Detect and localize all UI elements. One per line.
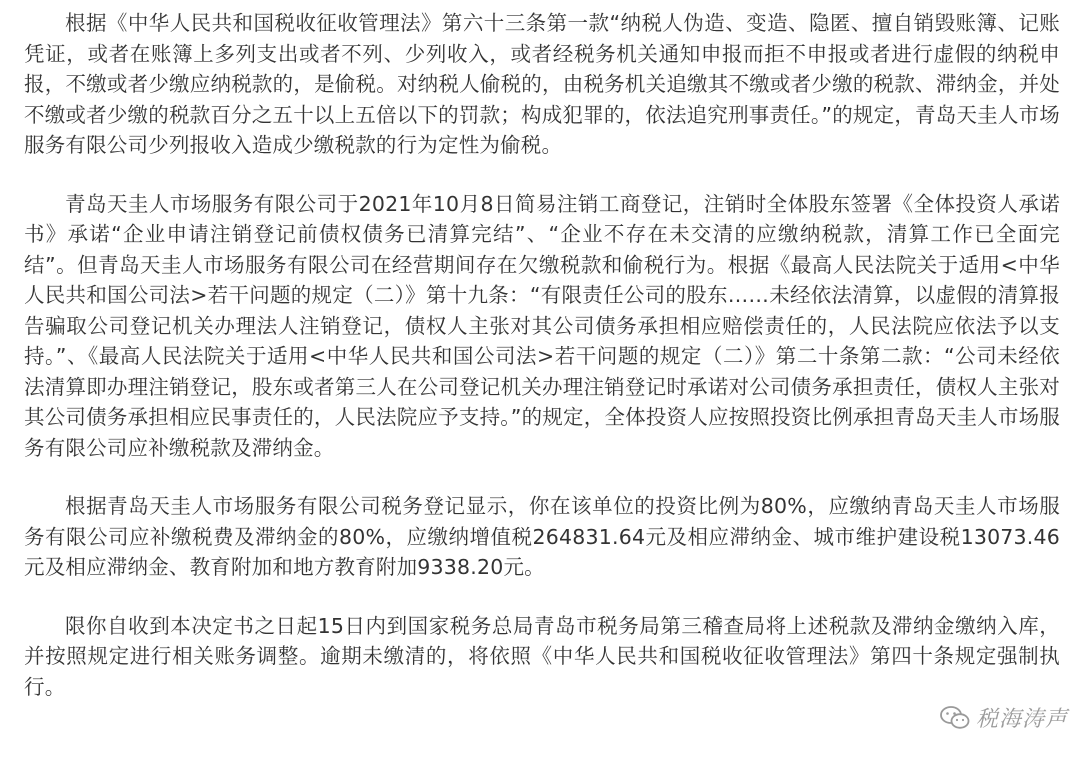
wechat-icon [940, 705, 970, 731]
paragraph-shareholder-liability: 青岛天圭人市场服务有限公司于2021年10月8日简易注销工商登记，注销时全体股东签署《全体投资人承诺书》承诺“企业申请注销登记前债权债务已清算完结”、“企业不存在未交清的应缴纳税款，清算工作已全面完结”。但青岛天圭人市场服务有限公司在经营期间存在欠缴税款和偷税行为。根据《最高人民法院关于适用<中华人民共和国公司法>若干问题的规定（二）》第十九条：“有限责任公司的股东……未经依法清算，以虚假的清算报告骗取公司登记机关办理法人注销登记，债权人主张对其公司债务承担相应赔偿责任的，人民法院应依法予以支持。”、《最高人民法院关于适用<中华人民共和国公司法>若干问题的规定（二）》第二十条第二款：“公司未经依法清算即办理注销登记，股东或者第三人在公司登记机关办理注销登记时承诺对公司债务承担责任，债权人主张对其公司债务承担相应民事责任的，人民法院应予支持。”的规定，全体投资人应按照投资比例承担青岛天圭人市场服务有限公司应补缴税款及滞纳金。 [24, 191, 1060, 460]
paragraph-payment-deadline: 限你自收到本决定书之日起15日内到国家税务总局青岛市税务局第三稽查局将上述税款及滞纳金缴纳入库，并按照规定进行相关账务调整。逾期未缴清的，将依照《中华人民共和国税收征收管理法》第四十条规定强制执行。 [24, 613, 1060, 699]
document-body [24, 8, 1060, 730]
paragraph-payment-amounts: 根据青岛天圭人市场服务有限公司税务登记显示，你在该单位的投资比例为80%，应缴纳青岛天圭人市场服务有限公司应补缴税费及滞纳金的80%，应缴纳增值税264831.64元及相应滞纳金、城市维护建设税13073.46元及相应滞纳金、教育附加和地方教育附加9338.20元。 [24, 494, 1060, 579]
watermark [940, 702, 1068, 733]
watermark-text: 税海涛声 [975, 707, 1068, 732]
paragraph-tax-evasion-determination: 根据《中华人民共和国税收征收管理法》第六十三条第一款“纳税人伪造、变造、隐匿、擅自销毁账簿、记账凭证，或者在账簿上多列支出或者不列、少列收入，或者经税务机关通知申报而拒不申报或者进行虚假的纳税申报，不缴或者少缴应纳税款的，是偷税。对纳税人偷税的，由税务机关追缴其不缴或者少缴的税款、滞纳金，并处不缴或者少缴的税款百分之五十以上五倍以下的罚款；构成犯罪的，依法追究刑事责任。”的规定，青岛天圭人市场服务有限公司少列报收入造成少缴税款的行为定性为偷税。 [24, 11, 1060, 157]
